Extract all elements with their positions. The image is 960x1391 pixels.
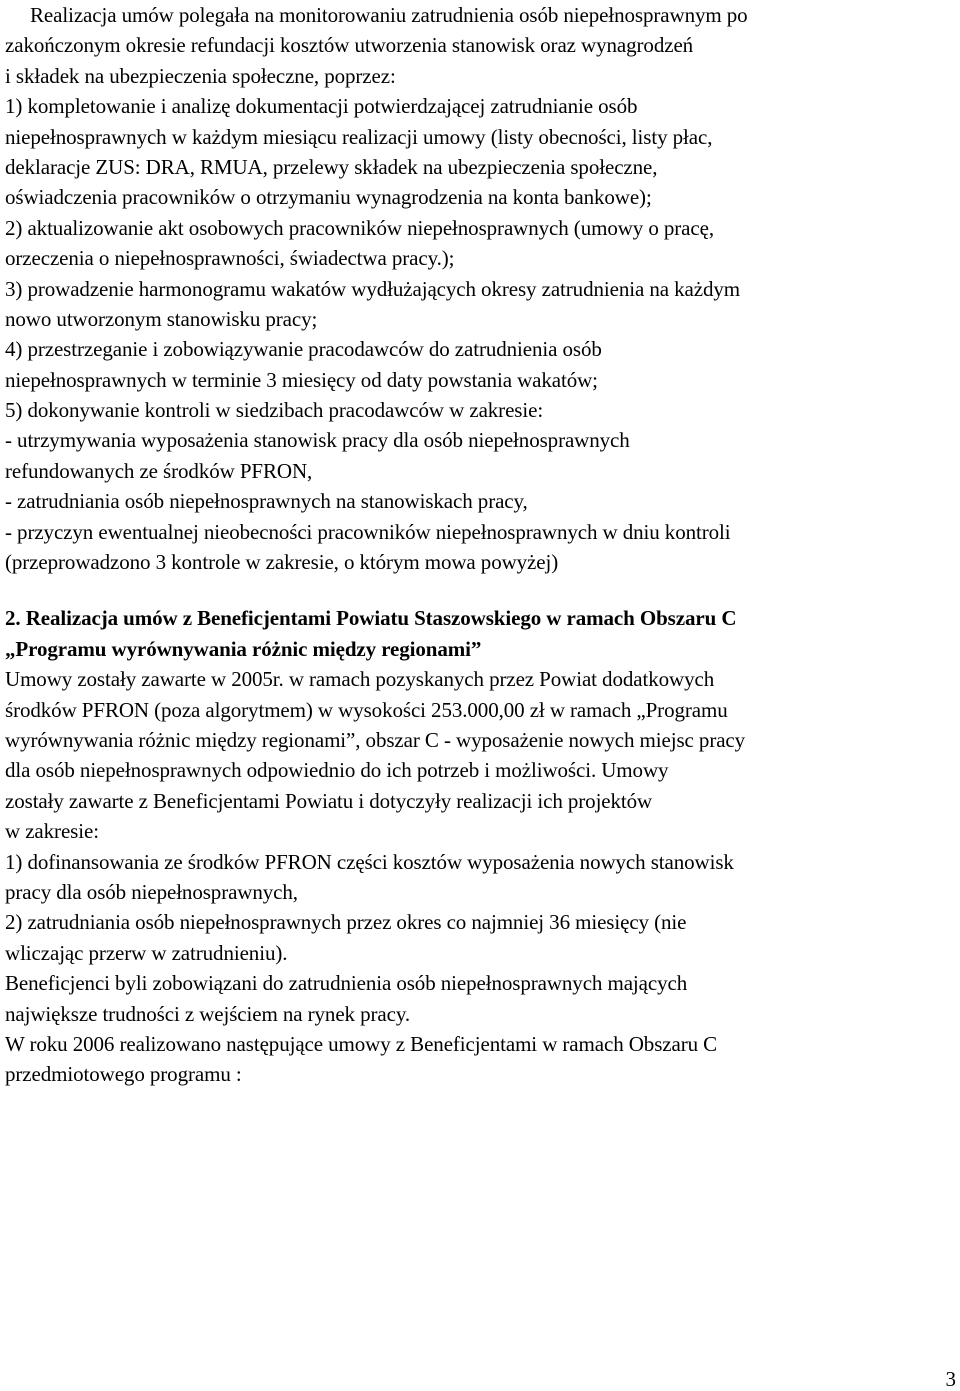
section-2 [5,603,955,1089]
text-line: wliczając przerw w zatrudnieniu). [5,940,288,965]
text-line: przedmiotowego programu : [5,1062,242,1087]
text-line: deklaracje ZUS: DRA, RMUA, przelewy składek na ubezpieczenia społeczne, [5,154,658,179]
document-page [5,0,955,1090]
text-line: - utrzymywania wyposażenia stanowisk pracy dla osób niepełnosprawnych [5,428,630,453]
text-line: zostały zawarte z Beneficjentami Powiatu i dotyczyły realizacji ich projektów [5,788,653,813]
text-line: - zatrudniania osób niepełnosprawnych na stanowiskach pracy, [5,489,528,514]
paragraph-gap [5,577,955,603]
text-line: Beneficjenci byli zobowiązani do zatrudnienia osób niepełnosprawnych mających [5,971,688,996]
page-number: 3 [945,1367,956,1391]
text-line: zakończonym okresie refundacji kosztów utworzenia stanowisk oraz wynagrodzeń [5,33,694,58]
text-line: Umowy zostały zawarte w 2005r. w ramach pozyskanych przez Powiat dodatkowych [5,667,715,692]
section-heading: 2. Realizacja umów z Beneficjentami Powiatu Staszowskiego w ramach Obszaru C [5,606,737,631]
text-line: (przeprowadzono 3 kontrole w zakresie, o którym mowa powyżej) [5,550,559,575]
text-line: dla osób niepełnosprawnych odpowiednio do ich potrzeb i możliwości. Umowy [5,758,669,783]
text-line: 2) zatrudniania osób niepełnosprawnych przez okres co najmniej 36 miesięcy (nie [5,910,687,935]
text-line: w zakresie: [5,819,99,844]
text-line: 3) prowadzenie harmonogramu wakatów wydłużających okresy zatrudnienia na każdym [5,276,740,301]
section-heading-continued: „Programu wyrównywania różnic między regionami” [5,636,482,661]
text-line: orzeczenia o niepełnosprawności, świadectwa pracy.); [5,246,455,271]
text-line: i składek na ubezpieczenia społeczne, poprzez: [5,63,396,88]
text-line: oświadczenia pracowników o otrzymaniu wynagrodzenia na konta bankowe); [5,185,652,210]
text-line: - przyczyn ewentualnej nieobecności pracowników niepełnosprawnych w dniu kontroli [5,519,731,544]
text-line: niepełnosprawnych w terminie 3 miesięcy od daty powstania wakatów; [5,367,598,392]
text-line: W roku 2006 realizowano następujące umowy z Beneficjentami w ramach Obszaru C [5,1031,718,1056]
text-line: pracy dla osób niepełnosprawnych, [5,879,298,904]
text-line: wyrównywania różnic między regionami”, obszar C - wyposażenie nowych miejsc pracy [5,727,746,752]
text-line: Realizacja umów polegała na monitorowaniu zatrudnienia osób niepełnosprawnym po [30,3,748,27]
text-line: największe trudności z wejściem na rynek pracy. [5,1001,411,1026]
text-line: 2) aktualizowanie akt osobowych pracowników niepełnosprawnych (umowy o pracę, [5,215,714,240]
text-line: 1) kompletowanie i analizę dokumentacji potwierdzającej zatrudnianie osób [5,94,638,119]
text-line: 5) dokonywanie kontroli w siedzibach pracodawców w zakresie: [5,398,544,423]
text-line: środków PFRON (poza algorytmem) w wysokości 253.000,00 zł w ramach „Programu [5,697,728,722]
intro-paragraph [5,0,955,577]
text-line: 4) przestrzeganie i zobowiązywanie pracodawców do zatrudnienia osób [5,337,602,362]
text-line: refundowanych ze środków PFRON, [5,458,313,483]
text-line: 1) dofinansowania ze środków PFRON części kosztów wyposażenia nowych stanowisk [5,849,734,874]
text-line: nowo utworzonym stanowisku pracy; [5,306,318,331]
text-line: niepełnosprawnych w każdym miesiącu realizacji umowy (listy obecności, listy płac, [5,124,713,149]
